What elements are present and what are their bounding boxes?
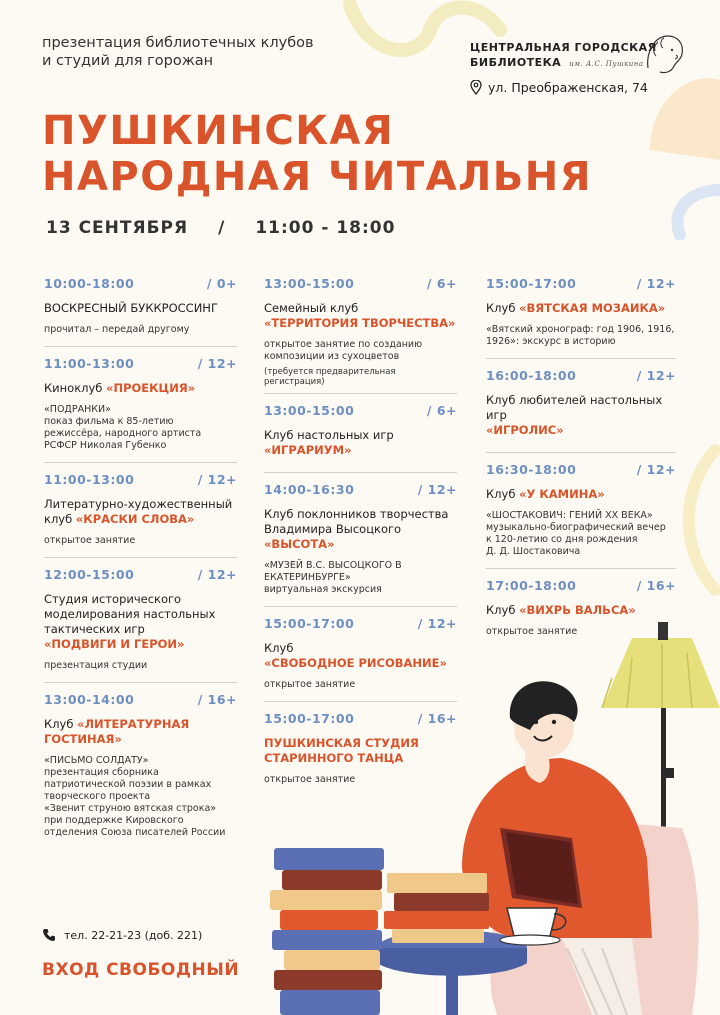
intro-line-1: презентация библиотечных клубов <box>42 35 314 51</box>
contact-phone <box>42 928 202 942</box>
event-age-rating: / 12+ <box>197 472 237 487</box>
event-age-rating: / 16+ <box>417 711 457 726</box>
event-description: «ШОСТАКОВИЧ: ГЕНИЙ XX ВЕКА» музыкально-биографический вечер к 120-летию со дня рождения Д. Д. Шостаковича <box>486 510 666 557</box>
event-card <box>44 567 237 683</box>
event-card <box>486 368 676 453</box>
event-title <box>44 301 237 316</box>
event-time: 10:00-18:00 <box>44 276 135 291</box>
event-card <box>44 472 237 558</box>
event-club-name: «ТЕРРИТОРИЯ ТВОРЧЕСТВА» <box>264 316 456 330</box>
event-title <box>44 717 237 747</box>
event-age-rating: / 0+ <box>206 276 237 291</box>
event-club-name: «ВЫСОТА» <box>264 537 335 551</box>
event-title-text: Клуб <box>486 603 520 617</box>
event-card <box>486 276 676 359</box>
event-title-text: Литературно-художественный клуб <box>44 497 233 526</box>
event-title-text: Клуб <box>486 301 520 315</box>
event-age-rating: / 12+ <box>417 482 457 497</box>
event-card <box>44 692 237 849</box>
reader-illustration <box>262 618 720 1015</box>
event-hours: 11:00 - 18:00 <box>255 218 396 238</box>
title-line-1: ПУШКИНСКАЯ <box>42 108 395 154</box>
event-time: 15:00-17:00 <box>264 616 355 631</box>
event-title <box>264 507 457 552</box>
event-title <box>486 487 676 502</box>
event-title-text: Клуб <box>264 641 294 655</box>
library-name-line-1: ЦЕНТРАЛЬНАЯ ГОРОДСКАЯ <box>470 41 657 54</box>
event-club-name: «ИГРОЛИС» <box>486 423 564 437</box>
event-title <box>264 301 457 331</box>
event-title-text: ВОСКРЕСНЫЙ БУККРОССИНГ <box>44 301 218 315</box>
schedule-column-3 <box>486 276 676 657</box>
event-title <box>44 592 237 652</box>
event-date-line <box>46 218 395 238</box>
event-description: открытое занятие <box>264 774 356 785</box>
event-time: 13:00-15:00 <box>264 403 355 418</box>
event-title-text: Семейный клуб <box>264 301 359 315</box>
event-time: 17:00-18:00 <box>486 578 577 593</box>
event-club-name: «ВЯТСКАЯ МОЗАИКА» <box>519 301 666 315</box>
event-title <box>44 497 237 527</box>
event-age-rating: / 6+ <box>426 276 457 291</box>
event-header <box>486 462 676 477</box>
event-header <box>264 482 457 497</box>
event-header <box>486 578 676 593</box>
event-description: прочитал – передай другому <box>44 324 190 335</box>
event-time: 16:00-18:00 <box>486 368 577 383</box>
event-time: 12:00-15:00 <box>44 567 135 582</box>
event-title-text: Клуб настольных игр <box>264 428 394 442</box>
event-age-rating: / 12+ <box>417 616 457 631</box>
event-title <box>486 603 676 618</box>
event-title-text: Клуб <box>486 487 520 501</box>
event-header <box>44 356 237 371</box>
event-card <box>264 482 457 607</box>
event-club-name: «ПОДВИГИ И ГЕРОИ» <box>44 637 185 651</box>
event-header <box>264 276 457 291</box>
intro-line-2: и студий для горожан <box>42 53 214 69</box>
event-age-rating: / 12+ <box>197 356 237 371</box>
phone-icon <box>42 928 56 942</box>
event-description: «ПИСЬМО СОЛДАТУ» презентация сборника патриотической поэзии в рамках творческого проекта «Звенит струною вятская строка» при поддержке Кировского отделения Союза писателей России <box>44 755 226 838</box>
event-description: открытое занятие по созданию композиции из сухоцветов <box>264 339 423 362</box>
event-header <box>486 276 676 291</box>
event-club-name: ПУШКИНСКАЯ СТУДИЯ СТАРИННОГО ТАНЦА <box>264 736 419 765</box>
event-time: 11:00-13:00 <box>44 472 135 487</box>
event-age-rating: / 12+ <box>197 567 237 582</box>
event-title-text: Студия исторического моделирования настольных тактических игр <box>44 592 216 636</box>
event-age-rating: / 12+ <box>636 276 676 291</box>
event-time: 16:30-18:00 <box>486 462 577 477</box>
event-description: «Вятский хронограф: год 1906, 1916, 1926»: экскурс в историю <box>486 324 675 347</box>
event-title-text: Клуб <box>44 717 78 731</box>
event-header <box>264 403 457 418</box>
event-card <box>486 462 676 569</box>
event-header <box>44 567 237 582</box>
event-card <box>264 276 457 394</box>
event-date: 13 СЕНТЯБРЯ <box>46 218 189 238</box>
schedule-column-1 <box>44 276 237 858</box>
title-line-2: НАРОДНАЯ ЧИТАЛЬНЯ <box>42 154 593 200</box>
pushkin-portrait-icon <box>640 28 690 78</box>
library-name-line-2: БИБЛИОТЕКА <box>470 56 562 69</box>
event-time: 13:00-15:00 <box>264 276 355 291</box>
page-title <box>42 108 592 200</box>
event-club-name: «ПРОЕКЦИЯ» <box>106 381 196 395</box>
location-pin-icon <box>470 80 482 95</box>
event-card <box>44 356 237 463</box>
event-title <box>44 381 237 396</box>
decorative-blob-right <box>640 70 720 160</box>
event-club-name: «КРАСКИ СЛОВА» <box>75 512 195 526</box>
phone-number: тел. 22-21-23 (доб. 221) <box>64 928 203 942</box>
decorative-blue-arc <box>650 180 720 240</box>
event-card <box>264 403 457 473</box>
event-age-rating: / 6+ <box>426 403 457 418</box>
event-time: 15:00-17:00 <box>264 711 355 726</box>
event-header <box>44 472 237 487</box>
event-header <box>44 276 237 291</box>
event-club-name: «ВИХРЬ ВАЛЬСА» <box>519 603 636 617</box>
event-header <box>44 692 237 707</box>
event-time: 13:00-14:00 <box>44 692 135 707</box>
event-title-text: Киноклуб <box>44 381 107 395</box>
event-club-name: «ИГРАРИУМ» <box>264 443 352 457</box>
event-title <box>486 393 676 438</box>
event-time: 11:00-13:00 <box>44 356 135 371</box>
library-address <box>470 80 648 95</box>
event-age-rating: / 16+ <box>636 578 676 593</box>
event-club-name: «ЛИТЕРАТУРНАЯ ГОСТИНАЯ» <box>44 717 190 746</box>
event-description: презентация студии <box>44 660 148 671</box>
event-description: открытое занятие <box>486 626 578 637</box>
date-separator: / <box>218 218 226 238</box>
event-header <box>486 368 676 383</box>
free-entry-notice: ВХОД СВОБОДНЫЙ <box>42 960 240 980</box>
event-club-name: «СВОБОДНОЕ РИСОВАНИЕ» <box>264 656 447 670</box>
intro-text <box>42 34 314 70</box>
event-description: открытое занятие <box>44 535 136 546</box>
event-age-rating: / 12+ <box>636 368 676 383</box>
event-description: «МУЗЕЙ В.С. ВЫСОЦКОГО В ЕКАТЕРИНБУРГЕ» виртуальная экскурсия <box>264 560 402 595</box>
event-time: 15:00-17:00 <box>486 276 577 291</box>
event-title-text: Клуб поклонников творчества Владимира Высоцкого <box>264 507 449 536</box>
event-card <box>44 276 237 347</box>
event-age-rating: / 12+ <box>636 462 676 477</box>
library-logo <box>470 40 657 72</box>
event-age-rating: / 16+ <box>197 692 237 707</box>
event-note: (требуется предварительная регистрация) <box>264 367 396 387</box>
event-title-text: Клуб любителей настольных игр <box>486 393 663 422</box>
address-text: ул. Преображенская, 74 <box>488 80 648 95</box>
library-signature: им. А.С. Пушкина <box>569 60 644 68</box>
event-description: открытое занятие <box>264 679 356 690</box>
event-time: 14:00-16:30 <box>264 482 355 497</box>
event-title <box>264 428 457 458</box>
event-title <box>486 301 676 316</box>
event-club-name: «У КАМИНА» <box>519 487 605 501</box>
event-description: «ПОДРАНКИ» показ фильма к 85-летию режиссёра, народного артиста РСФСР Николая Губенко <box>44 404 202 451</box>
